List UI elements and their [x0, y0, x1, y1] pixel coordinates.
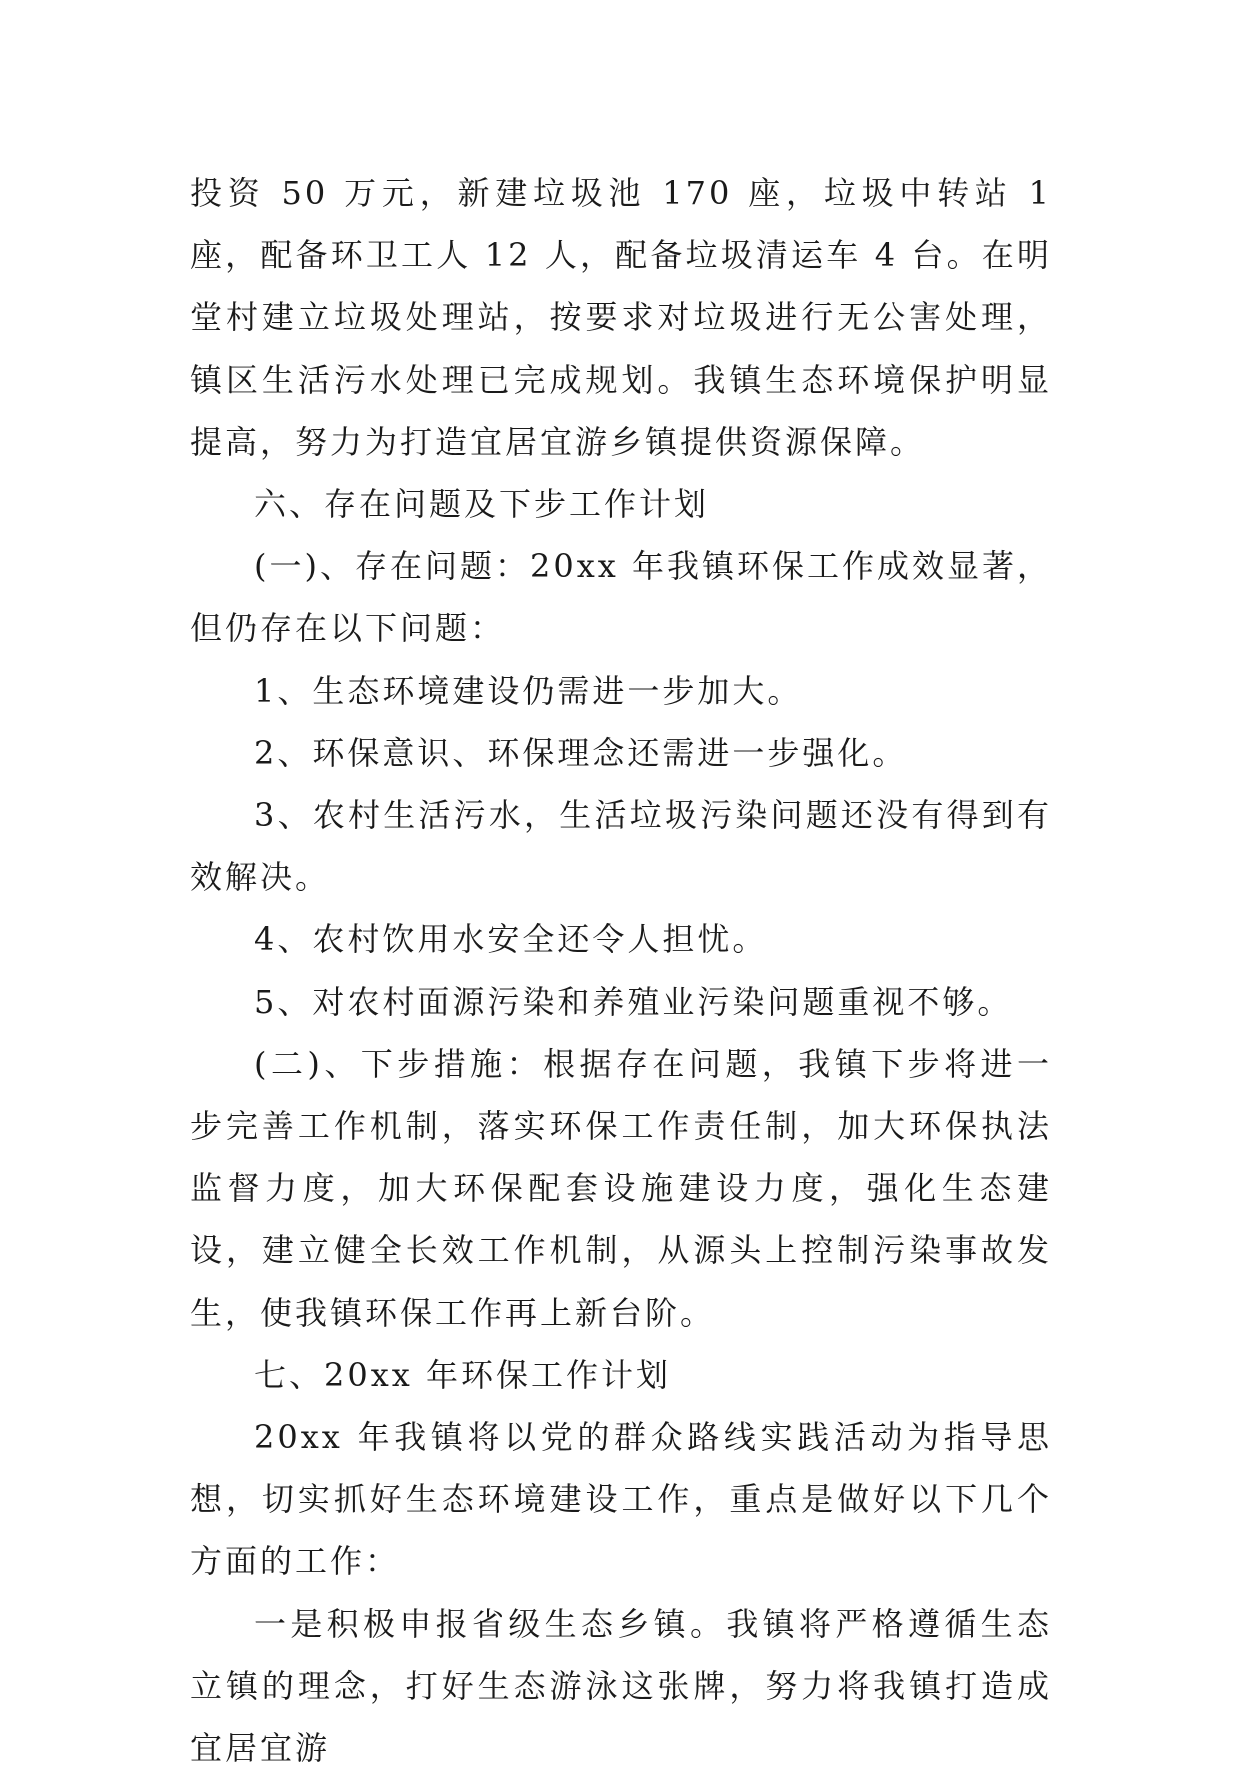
paragraph-plan-item-1: 一是积极申报省级生态乡镇。我镇将严格遵循生态立镇的理念，打好生态游泳这张牌，努力将我镇打造成宜居宜游 — [190, 1604, 1052, 1768]
heading-section-6: 六、存在问题及下步工作计划 — [254, 485, 710, 524]
document-body — [190, 162, 1052, 1779]
heading-section-7: 七、20xx 年环保工作计划 — [254, 1355, 671, 1394]
paragraph-intro: 投资 50 万元，新建垃圾池 170 座，垃圾中转站 1 座，配备环卫工人 12 人，配备垃圾清运车 4 台。在明堂村建立垃圾处理站，按要求对垃圾进行无公害处理，镇区生活污水处理已完成规划。我镇生态环境保护明显提高，努力为打造宜居宜游乡镇提供资源保障。 — [190, 174, 1052, 461]
list-item-problem-5: 5、对农村面源污染和养殖业污染问题重视不够。 — [254, 982, 1013, 1021]
paragraph-problems: (一)、存在问题：20xx 年我镇环保工作成效显著，但仍存在以下问题： — [190, 547, 1052, 648]
paragraph-plan-intro: 20xx 年我镇将以党的群众路线实践活动为指导思想，切实抓好生态环境建设工作，重点是做好以下几个方面的工作： — [190, 1418, 1052, 1581]
list-item-problem-4: 4、农村饮用水安全还令人担忧。 — [254, 920, 768, 959]
list-item-problem-3: 3、农村生活污水，生活垃圾污染问题还没有得到有效解决。 — [190, 796, 1052, 897]
list-item-problem-2: 2、环保意识、环保理念还需进一步强化。 — [254, 733, 908, 772]
paragraph-measures: (二)、下步措施：根据存在问题，我镇下步将进一步完善工作机制，落实环保工作责任制，加大环保执法监督力度，加大环保配套设施建设力度，强化生态建设，建立健全长效工作机制，从源头上控制污染事故发生，使我镇环保工作再上新台阶。 — [190, 1044, 1052, 1332]
list-item-problem-1: 1、生态环境建设仍需进一步加大。 — [254, 671, 803, 710]
